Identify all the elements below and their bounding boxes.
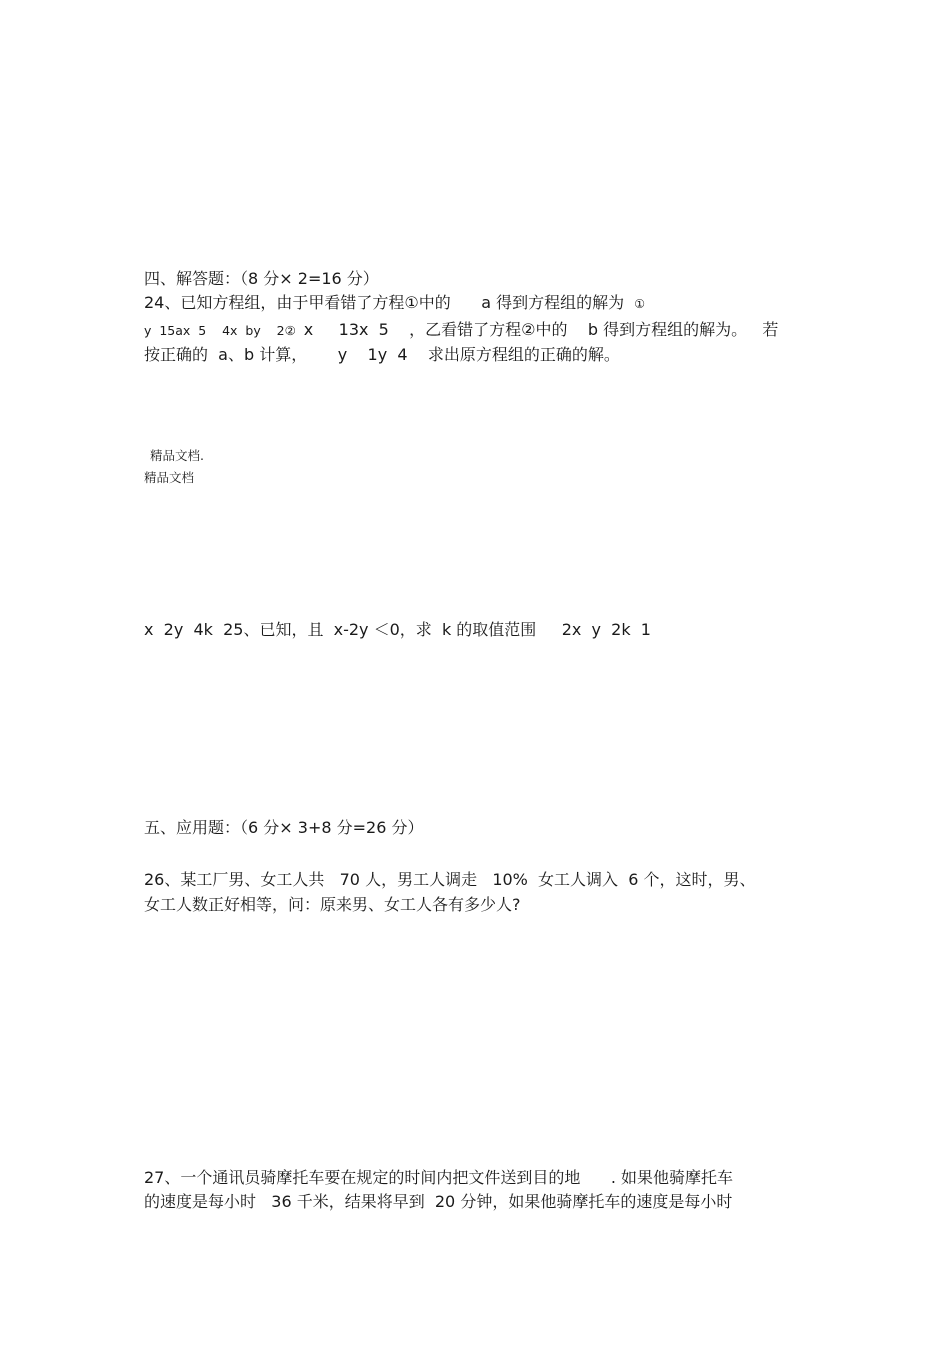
- q27-line-2: 的速度是每小时 36 千米，结果将早到 20 分钟，如果他骑摩托车的速度是每小时: [144, 1192, 733, 1211]
- q24-line-1: [144, 293, 645, 314]
- q24-line-2-equations: y 15ax 5 4x by 2②: [144, 323, 304, 338]
- q26-line-1: 26、某工厂男、女工人共 70 人，男工人调走 10% 女工人调入 6 个，这时，男、: [144, 870, 756, 889]
- q24-line-2-text: x 13x 5 ，乙看错了方程②中的 b 得到方程组的解为。 若: [303, 320, 779, 339]
- q24-line-2: [144, 320, 778, 341]
- section-5-heading: 五、应用题：（6 分× 3+8 分=26 分）: [144, 818, 424, 837]
- q24-line-3: 按正确的 a、b 计算， y 1y 4 求出原方程组的正确的解。: [144, 345, 620, 364]
- q27-line-1: 27、一个通讯员骑摩托车要在规定的时间内把文件送到目的地 . 如果他骑摩托车: [144, 1168, 734, 1187]
- watermark-line-2: 精品文档: [144, 470, 195, 485]
- q24-line-1-text: 24、已知方程组，由于甲看错了方程①中的 a 得到方程组的解为: [144, 293, 635, 312]
- q24-marker-circled-1: ①: [634, 297, 646, 311]
- watermark-line-1: 精品文档.: [150, 448, 204, 463]
- question-25: x 2y 4k 25、已知，且 x-2y ＜0，求 k 的取值范围 2x y 2k 1: [144, 620, 651, 639]
- q26-line-2: 女工人数正好相等，问：原来男、女工人各有多少人?: [144, 895, 521, 914]
- section-4-heading: 四、解答题：（8 分× 2=16 分）: [144, 269, 379, 288]
